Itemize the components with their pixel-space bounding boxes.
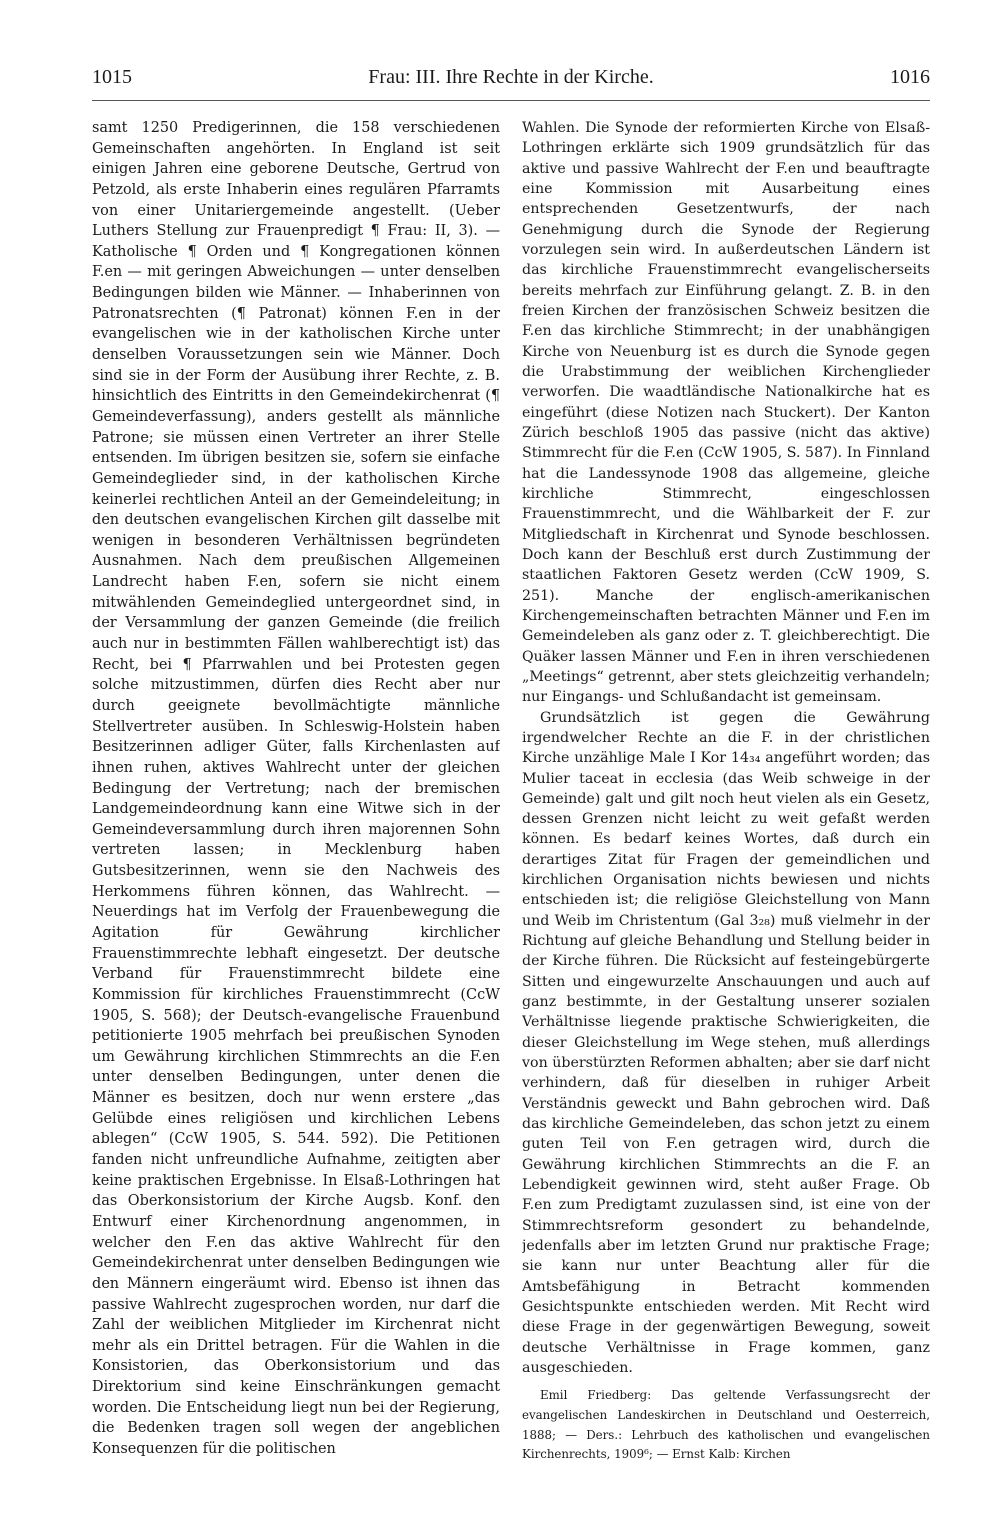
page-number-left: 1015: [92, 66, 132, 88]
column-left: [92, 118, 500, 1473]
bibliography: Emil Friedberg: Das geltende Verfassungsrecht der evangelischen Landeskirchen in Deutschland und Oesterreich, 1888; — Ders.: Lehrbuch des katholischen und evangelischen Kirchenrechts, 1909⁶; — Ernst Kalb: Kirchen: [522, 1388, 930, 1462]
running-title: Frau: III. Ihre Rechte in der Kirche.: [368, 66, 654, 88]
page-header: [92, 60, 930, 101]
text-columns: [92, 118, 930, 1473]
body-paragraph: Grundsätzlich ist gegen die Gewährung irgendwelcher Rechte an die F. in der christlichen Kirche unzählige Male I Kor 14₃₄ angeführt worden; das Mulier taceat in ecclesia (das Weib schweige in der Gemeinde) galt und gilt noch heut vielen als ein Gesetz, dessen Grenzen nicht leicht zu weit gefaßt werden können. Es bedarf keines Wortes, daß durch ein derartiges Zitat für Fragen der gemeindlichen und kirchlichen Organisation nichts bewiesen und nichts entschieden ist; die religiöse Gleichstellung von Mann und Weib im Christentum (Gal 3₂₈) muß vielmehr in der Richtung auf gleiche Behandlung und Stellung beider in der Kirche führen. Die Rücksicht auf festeingebürgerte Sitten und eingewurzelte Anschauungen und auch auf ganz bestimmte, in der Gestaltung unserer sozialen Verhältnisse liegende praktische Schwierigkeiten, die dieser Gleichstellung im Wege stehen, muß allerdings von überstürzten Reformen abhalten; aber sie darf nicht verhindern, daß für dieselben in ruhiger Arbeit Verständnis geweckt und Bahn gebrochen wird. Daß das kirchliche Gemeindeleben, das schon jetzt zu einem guten Teil von F.en getragen wird, durch die Gewährung kirchlichen Stimmrechts an die F. an Lebendigkeit gewinnen wird, steht außer Frage. Ob F.en zum Predigtamt zuzulassen sind, ist eine von der Stimmrechtsreform gesondert zu behandelnde, jedenfalls aber im letzten Grund nur praktische Frage; sie kann nur unter Beachtung aller für die Amtsbefähigung in Betracht kommenden Gesichtspunkte entschieden werden. Mit Recht wird diese Frage in der gegenwärtigen Bewegung, soweit deutsche Verhältnisse in Frage kommen, ganz ausgeschieden.: [522, 709, 930, 1377]
page-number-right: 1016: [890, 66, 930, 88]
column-right: [522, 118, 930, 1473]
body-paragraph: samt 1250 Predigerinnen, die 158 verschiedenen Gemeinschaften angehörten. In England ist seit einigen Jahren eine geborene Deutsche, Gertrud von Petzold, als erste Inhaberin eines regulären Pfarramts von einer Unitariergemeinde angestellt. (Ueber Luthers Stellung zur Frauenpredigt ¶ Frau: II, 3). — Katholische ¶ Orden und ¶ Kongregationen können F.en — mit geringen Abweichungen — unter denselben Bedingungen bilden wie Männer. — Inhaberinnen von Patronatsrechten (¶ Patronat) können F.en in der evangelischen wie in der katholischen Kirche unter denselben Voraussetzungen sein wie Männer. Doch sind sie in der Form der Ausübung ihrer Rechte, z. B. hinsichtlich des Eintritts in den Gemeindekirchenrat (¶ Gemeindeverfassung), anders gestellt als männliche Patrone; sie müssen einen Vertreter an ihrer Stelle entsenden. Im übrigen besitzen sie, sofern sie einfache Gemeindeglieder sind, in der katholischen Kirche keinerlei rechtlichen Anteil an der Gemeindeleitung; in den deutschen evangelischen Kirchen gilt dasselbe mit wenigen in besonderen Verhältnissen begründeten Ausnahmen. Nach dem preußischen Allgemeinen Landrecht haben F.en, sofern sie nicht einem mitwählenden Gemeindeglied untergeordnet sind, in der Versammlung der ganzen Gemeinde (die freilich auch nur in bestimmten Fällen wahlberechtigt ist) das Recht, bei ¶ Pfarrwahlen und bei Protesten gegen solche mitzustimmen, dürfen dies Recht aber nur durch geeignete bevollmächtigte männliche Stellvertreter ausüben. In Schleswig-Holstein haben Besitzerinnen adliger Güter, falls Kirchenlasten auf ihnen ruhen, aktives Wahlrecht unter der gleichen Bedingung der Vertretung; nach der bremischen Landgemeindeordnung kann eine Witwe sich in der Gemeindeversammlung durch ihren majorennen Sohn vertreten lassen; in Mecklenburg haben Gutsbesitzerinnen, wenn sie den Nachweis des Herkommens führen können, das Wahlrecht. — Neuerdings hat im Verfolg der Frauenbewegung die Agitation für Gewährung kirchlicher Frauenstimmrechte lebhaft eingesetzt. Der deutsche Verband für Frauenstimmrecht bildete eine Kommission für kirchliches Frauenstimmrecht (CcW 1905, S. 568); der Deutsch-evangelische Frauenbund petitionierte 1905 mehrfach bei preußischen Synoden um Gewährung kirchlichen Stimmrechts an die F.en unter denselben Bedingungen, unter denen die Männer es besitzen, doch nur wenn erstere „das Gelübde eines religiösen und kirchlichen Lebens ablegen“ (CcW 1905, S. 544. 592). Die Petitionen fanden nicht unfreundliche Aufnahme, zeitigten aber keine praktischen Ergebnisse. In Elsaß-Lothringen hat das Oberkonsistorium der Kirche Augsb. Konf. den Entwurf einer Kirchenordnung angenommen, in welcher den F.en das aktive Wahlrecht für den Gemeindekirchenrat unter denselben Bedingungen wie den Männern eingeräumt wird. Ebenso ist ihnen das passive Wahlrecht zugesprochen worden, nur darf die Zahl der weiblichen Mitglieder im Kirchenrat nicht mehr als ein Drittel betragen. Für die Wahlen in die Konsistorien, das Oberkonsistorium und das Direktorium sind keine Einschränkungen gemacht worden. Die Entscheidung liegt nun bei der Regierung, die Bedenken tragen soll wegen der angeblichen Konsequenzen für die politischen: [92, 120, 500, 1457]
body-paragraph: Wahlen. Die Synode der reformierten Kirche von Elsaß-Lothringen erklärte sich 1909 grundsätzlich für das aktive und passive Wahlrecht der F.en und beauftragte eine Kommission mit Ausarbeitung eines entsprechenden Gesetzentwurfs, der nach Genehmigung durch die Synode der Regierung vorzulegen sein wird. In außerdeutschen Ländern ist das kirchliche Frauenstimmrecht evangelischerseits bereits mehrfach zur Einführung gelangt. Z. B. in den freien Kirchen der französischen Schweiz besitzen die F.en das kirchliche Stimmrecht; in der unabhängigen Kirche von Neuenburg ist es durch die Synode gegen die Urabstimmung der weiblichen Kirchenglieder verworfen. Die waadtländische Nationalkirche hat es eingeführt (diese Notizen nach Stuckert). Der Kanton Zürich beschloß 1905 das passive (nicht das aktive) Stimmrecht für die F.en (CcW 1905, S. 587). In Finnland hat die Landessynode 1908 das allgemeine, gleiche kirchliche Stimmrecht, eingeschlossen Frauenstimmrecht, und die Wählbarkeit der F. zur Mitgliedschaft in Kirchenrat und Synode beschlossen. Doch kann der Beschluß erst durch Zustimmung der staatlichen Faktoren Gesetz werden (CcW 1909, S. 251). Manche der englisch-amerikanischen Kirchengemeinschaften betrachten Männer und F.en im Gemeindeleben als ganz oder z. T. gleichberechtigt. Die Quäker lassen Männer und F.en in ihren verschiedenen „Meetings“ getrennt, aber stets gleichzeitig verhandeln; nur Eingangs- und Schlußandacht ist gemeinsam.: [522, 120, 930, 706]
